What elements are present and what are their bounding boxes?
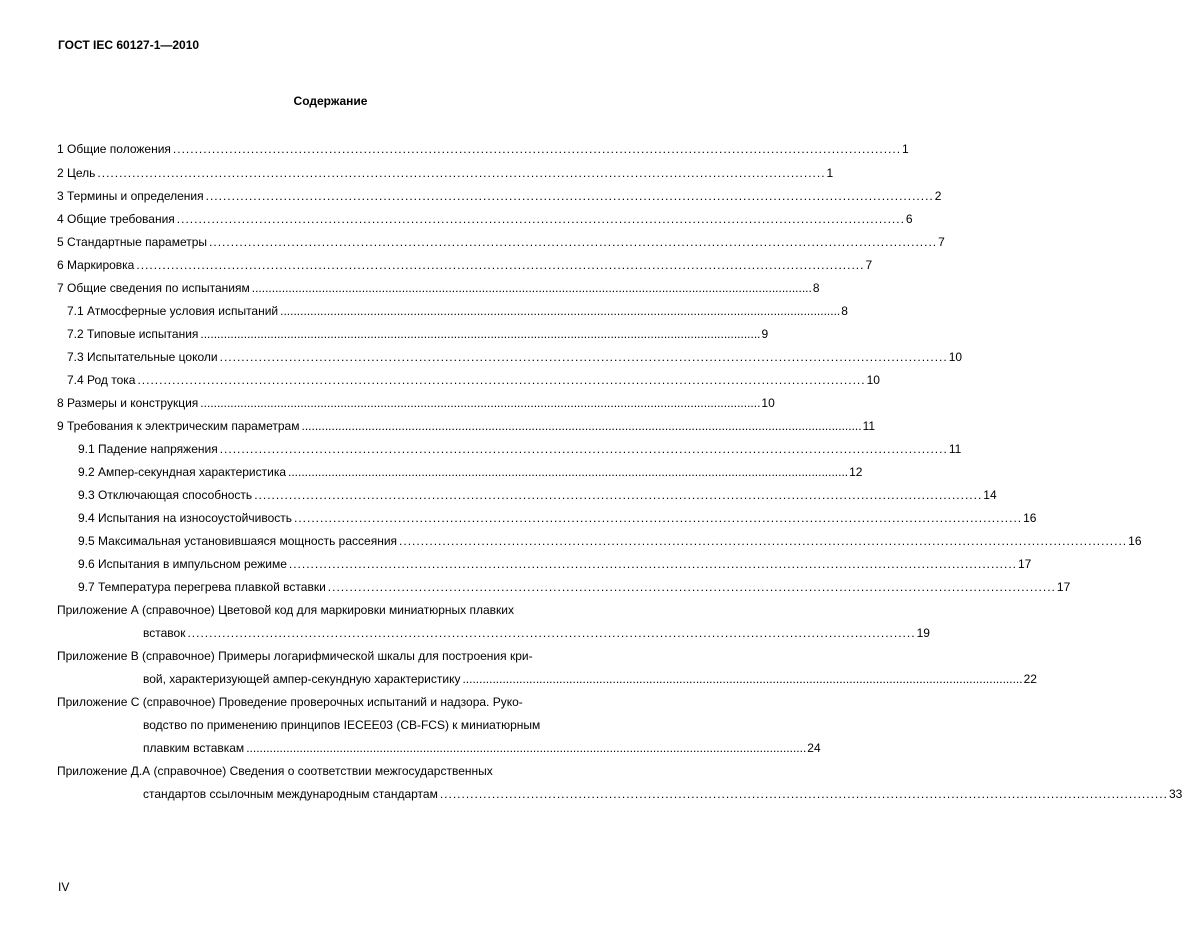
toc-entry[interactable]: 7.1 Атмосферные условия испытаний ........................................................................................................................................................................ 8 [67,304,848,318]
toc-entry[interactable]: 9.7 Температура перегрева плавкой вставки ........................................................................................................................................................................ 17 [78,580,1071,594]
toc-entry[interactable]: 9.3 Отключающая способность ........................................................................................................................................................................ 14 [78,488,997,502]
toc-entry[interactable]: 9.6 Испытания в импульсном режиме ........................................................................................................................................................................ 17 [78,557,1032,571]
standard-header: ГОСТ IEC 60127-1—2010 [58,38,200,52]
toc-entry[interactable]: 6 Маркировка ........................................................................................................................................................................ 7 [57,258,873,272]
toc-entry[interactable]: 9.4 Испытания на износоустойчивость ........................................................................................................................................................................ 16 [78,511,1037,525]
toc-entry-appendix-a[interactable]: вставок ........................................................................................................................................................................ 19 [143,626,930,640]
appendix-da-line: Приложение Д.А (справочное) Сведения о соответствии межгосударственных [57,764,493,778]
appendix-c-line: Приложение С (справочное) Проведение проверочных испытаний и надзора. Руко- [57,695,523,709]
toc-entry-appendix-b[interactable]: вой, характеризующей ампер-секундную характеристику ........................................................................................................................................................................ 22 [143,672,1037,686]
toc-entry[interactable]: 9.5 Максимальная установившаяся мощность рассеяния ........................................................................................................................................................................ 16 [78,534,1142,548]
toc-entry[interactable]: 4 Общие требования ........................................................................................................................................................................ 6 [57,212,913,226]
page-number: IV [58,880,70,894]
toc-entry[interactable]: 5 Стандартные параметры ........................................................................................................................................................................ 7 [57,235,945,249]
appendix-c-line-2: водство по применению принципов IECEE03 (CB-FCS) к миниатюрным [143,718,541,732]
toc-entry-appendix-c[interactable]: плавким вставкам ........................................................................................................................................................................ 24 [143,741,821,755]
toc-entry[interactable]: 8 Размеры и конструкция ........................................................................................................................................................................ 10 [57,396,775,410]
toc-entry[interactable]: 9.1 Падение напряжения ........................................................................................................................................................................ 11 [78,442,962,456]
toc-entry-appendix-da[interactable]: стандартов ссылочным международным стандартам ........................................................................................................................................................................ 33 [143,787,1182,801]
toc-entry[interactable]: 2 Цель ........................................................................................................................................................................ 1 [57,166,834,180]
toc-entry[interactable]: 9.2 Ампер-секундная характеристика ........................................................................................................................................................................ 12 [78,465,863,479]
toc-entry[interactable]: 7.3 Испытательные цоколи ........................................................................................................................................................................ 10 [67,350,963,364]
toc-entry[interactable]: 7.2 Типовые испытания ........................................................................................................................................................................ 9 [67,327,769,341]
toc-title: Содержание [293,94,368,108]
toc-entry[interactable]: 3 Термины и определения ........................................................................................................................................................................ 2 [57,189,942,203]
toc-entry[interactable]: 7.4 Род тока ........................................................................................................................................................................ 10 [67,373,880,387]
toc-entry[interactable]: 9 Требования к электрическим параметрам ........................................................................................................................................................................ 11 [57,419,876,433]
appendix-a-line: Приложение А (справочное) Цветовой код для маркировки миниатюрных плавких [57,603,514,617]
appendix-b-line: Приложение В (справочное) Примеры логарифмической шкалы для построения кри- [57,649,533,663]
toc-entry[interactable]: 1 Общие положения ........................................................................................................................................................................ 1 [57,142,909,156]
toc-entry[interactable]: 7 Общие сведения по испытаниям ........................................................................................................................................................................ 8 [57,281,820,295]
